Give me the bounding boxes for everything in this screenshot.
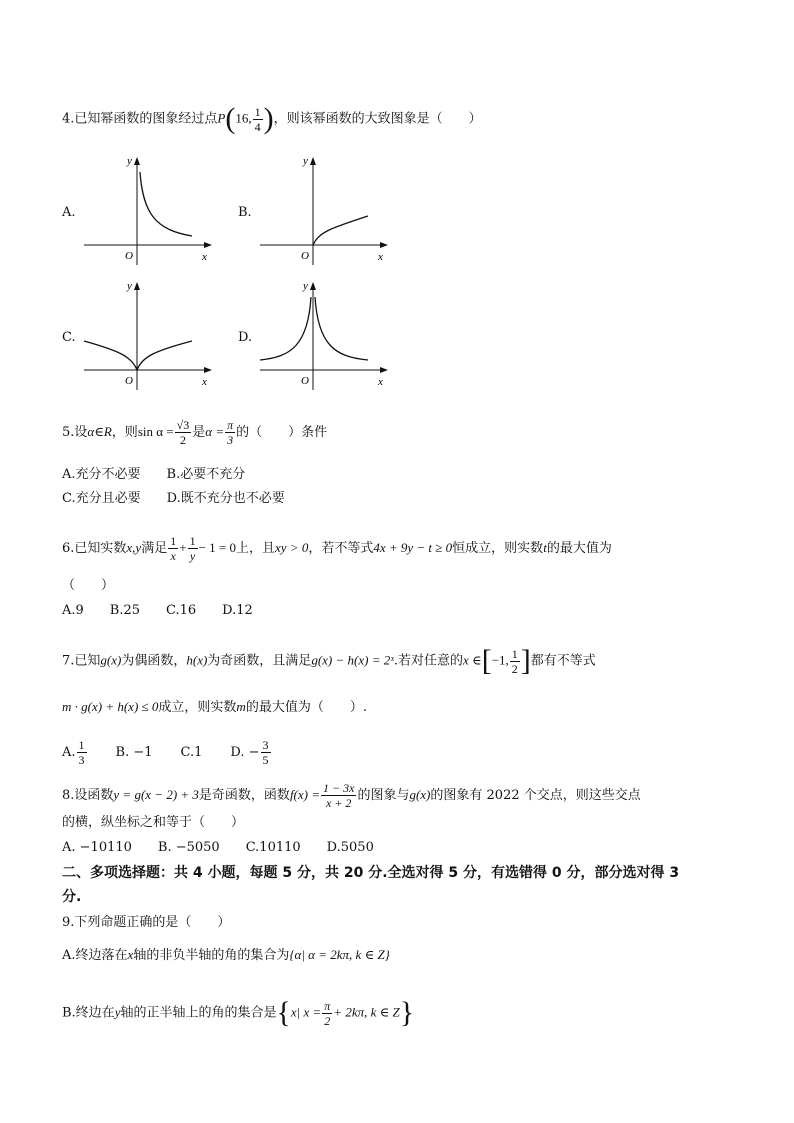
q4-option-d-label: D.	[238, 330, 253, 345]
q8-frac: $\frac{1 - 3x}{x + 2}$	[323, 781, 355, 810]
q4-axis-y: y	[303, 155, 308, 167]
q4-graph-b	[256, 152, 396, 267]
q4-paren-right: )	[263, 102, 274, 135]
q4-graph-d	[256, 277, 396, 392]
q4-origin: O	[301, 375, 309, 387]
q4-graph-a	[80, 152, 220, 267]
q7-options: A. $\frac{1}{3}$ B. −1 C.1 D. − $\frac{3}{5}$	[62, 738, 269, 767]
q7-frac-half: $\frac{1}{2}$	[511, 646, 518, 676]
q4-frac: $\frac{1}{4}$	[254, 104, 261, 134]
q9-option-a: A.终边落在x轴的非负半轴的角的集合为{α| α = 2kπ, k ∈ Z}	[62, 947, 390, 963]
q8-line2: 的横，纵坐标之和等于（ ）	[62, 815, 245, 830]
q4-axis-x: x	[378, 376, 383, 388]
q9-stem: 9.下列命题正确的是（ ）	[62, 915, 231, 930]
q4-axis-y: y	[127, 280, 132, 292]
q9-option-b: B.终边在y轴的正半轴上的角的集合是{x| x = $\frac{\pi}{2}$ + 2kπ, k ∈ Z}	[62, 996, 415, 1029]
q4-graph-c	[80, 277, 220, 392]
q5-options-1: A.充分不必要 B.必要不充分	[62, 467, 246, 482]
q4-axis-y: y	[303, 280, 308, 292]
q4-origin: O	[125, 375, 133, 387]
q7-frac-a: $\frac{1}{3}$	[78, 738, 85, 767]
q4-axis-x: x	[378, 251, 383, 263]
q5-frac-pi: $\frac{\pi}{3}$	[227, 418, 234, 447]
q5-stem: 5.设α∈R，则sin α = $\frac{√3}{2}$ 是α = $\frac{\pi}{3}$ 的（ ）条件	[62, 418, 328, 447]
q4-origin: O	[125, 250, 133, 262]
q6-frac-y: $\frac{1}{y}$	[189, 534, 196, 563]
section2-heading-line2: 分.	[62, 889, 82, 905]
q4-option-b-label: B.	[238, 205, 252, 220]
q6-stem: 6.已知实数x,y满足 $\frac{1}{x}$ + $\frac{1}{y}$ − 1 = 0上，且xy > 0，若不等式4x + 9y − t ≥ 0恒成立，则实数t的最大值为	[62, 534, 612, 563]
q4-paren-left: (	[225, 102, 236, 135]
q5-frac-sqrt3: $\frac{√3}{2}$	[176, 418, 190, 447]
q4-stem: 4.已知幂函数的图象经过点P(16, $\frac{1}{4}$ )，则该幂函数的大致图象是（ ）	[62, 102, 482, 135]
q8-stem: 8.设函数y = g(x − 2) + 3是奇函数，函数f(x) = $\frac{1 - 3x}{x + 2}$ 的图象与g(x)的图象有 2022 个交点，则这些交点	[62, 781, 641, 810]
q6-options: A.9 B.25 C.16 D.12	[62, 603, 253, 618]
q4-option-a-label: A.	[62, 205, 76, 220]
q7-bracket-right: ]	[520, 644, 531, 677]
q9-brace-right: }	[399, 996, 415, 1029]
q7-line2: m · g(x) + h(x) ≤ 0成立，则实数m的最大值为（ ）.	[62, 699, 367, 715]
q4-option-c-label: C.	[62, 330, 76, 345]
q5-options-2: C.充分且必要 D.既不充分也不必要	[62, 491, 285, 506]
q9-frac-pi: $\frac{\pi}{2}$	[324, 998, 331, 1028]
q4-axis-y: y	[127, 155, 132, 167]
q7-stem: 7.已知g(x)为偶函数，h(x)为奇函数，且满足g(x) − h(x) = 2ˣ.若对任意的x ∈[−1, $\frac{1}{2}$ ]都有不等式	[62, 644, 596, 677]
section2-heading-line1: 二、多项选择题：共 4 小题，每题 5 分，共 20 分.全选对得 5 分，有选错得 0 分，部分选对得 3	[62, 865, 680, 881]
q8-options: A. −10110 B. −5050 C.10110 D.5050	[62, 840, 374, 855]
q9-brace-left: {	[276, 996, 291, 1029]
q6-paren: （ ）	[62, 578, 115, 593]
q4-origin: O	[301, 250, 309, 262]
q4-axis-x: x	[202, 376, 207, 388]
q4-axis-x: x	[202, 251, 207, 263]
q7-frac-d: $\frac{3}{5}$	[262, 738, 269, 767]
q7-bracket-left: [	[481, 644, 492, 677]
q6-frac-x: $\frac{1}{x}$	[170, 534, 177, 563]
